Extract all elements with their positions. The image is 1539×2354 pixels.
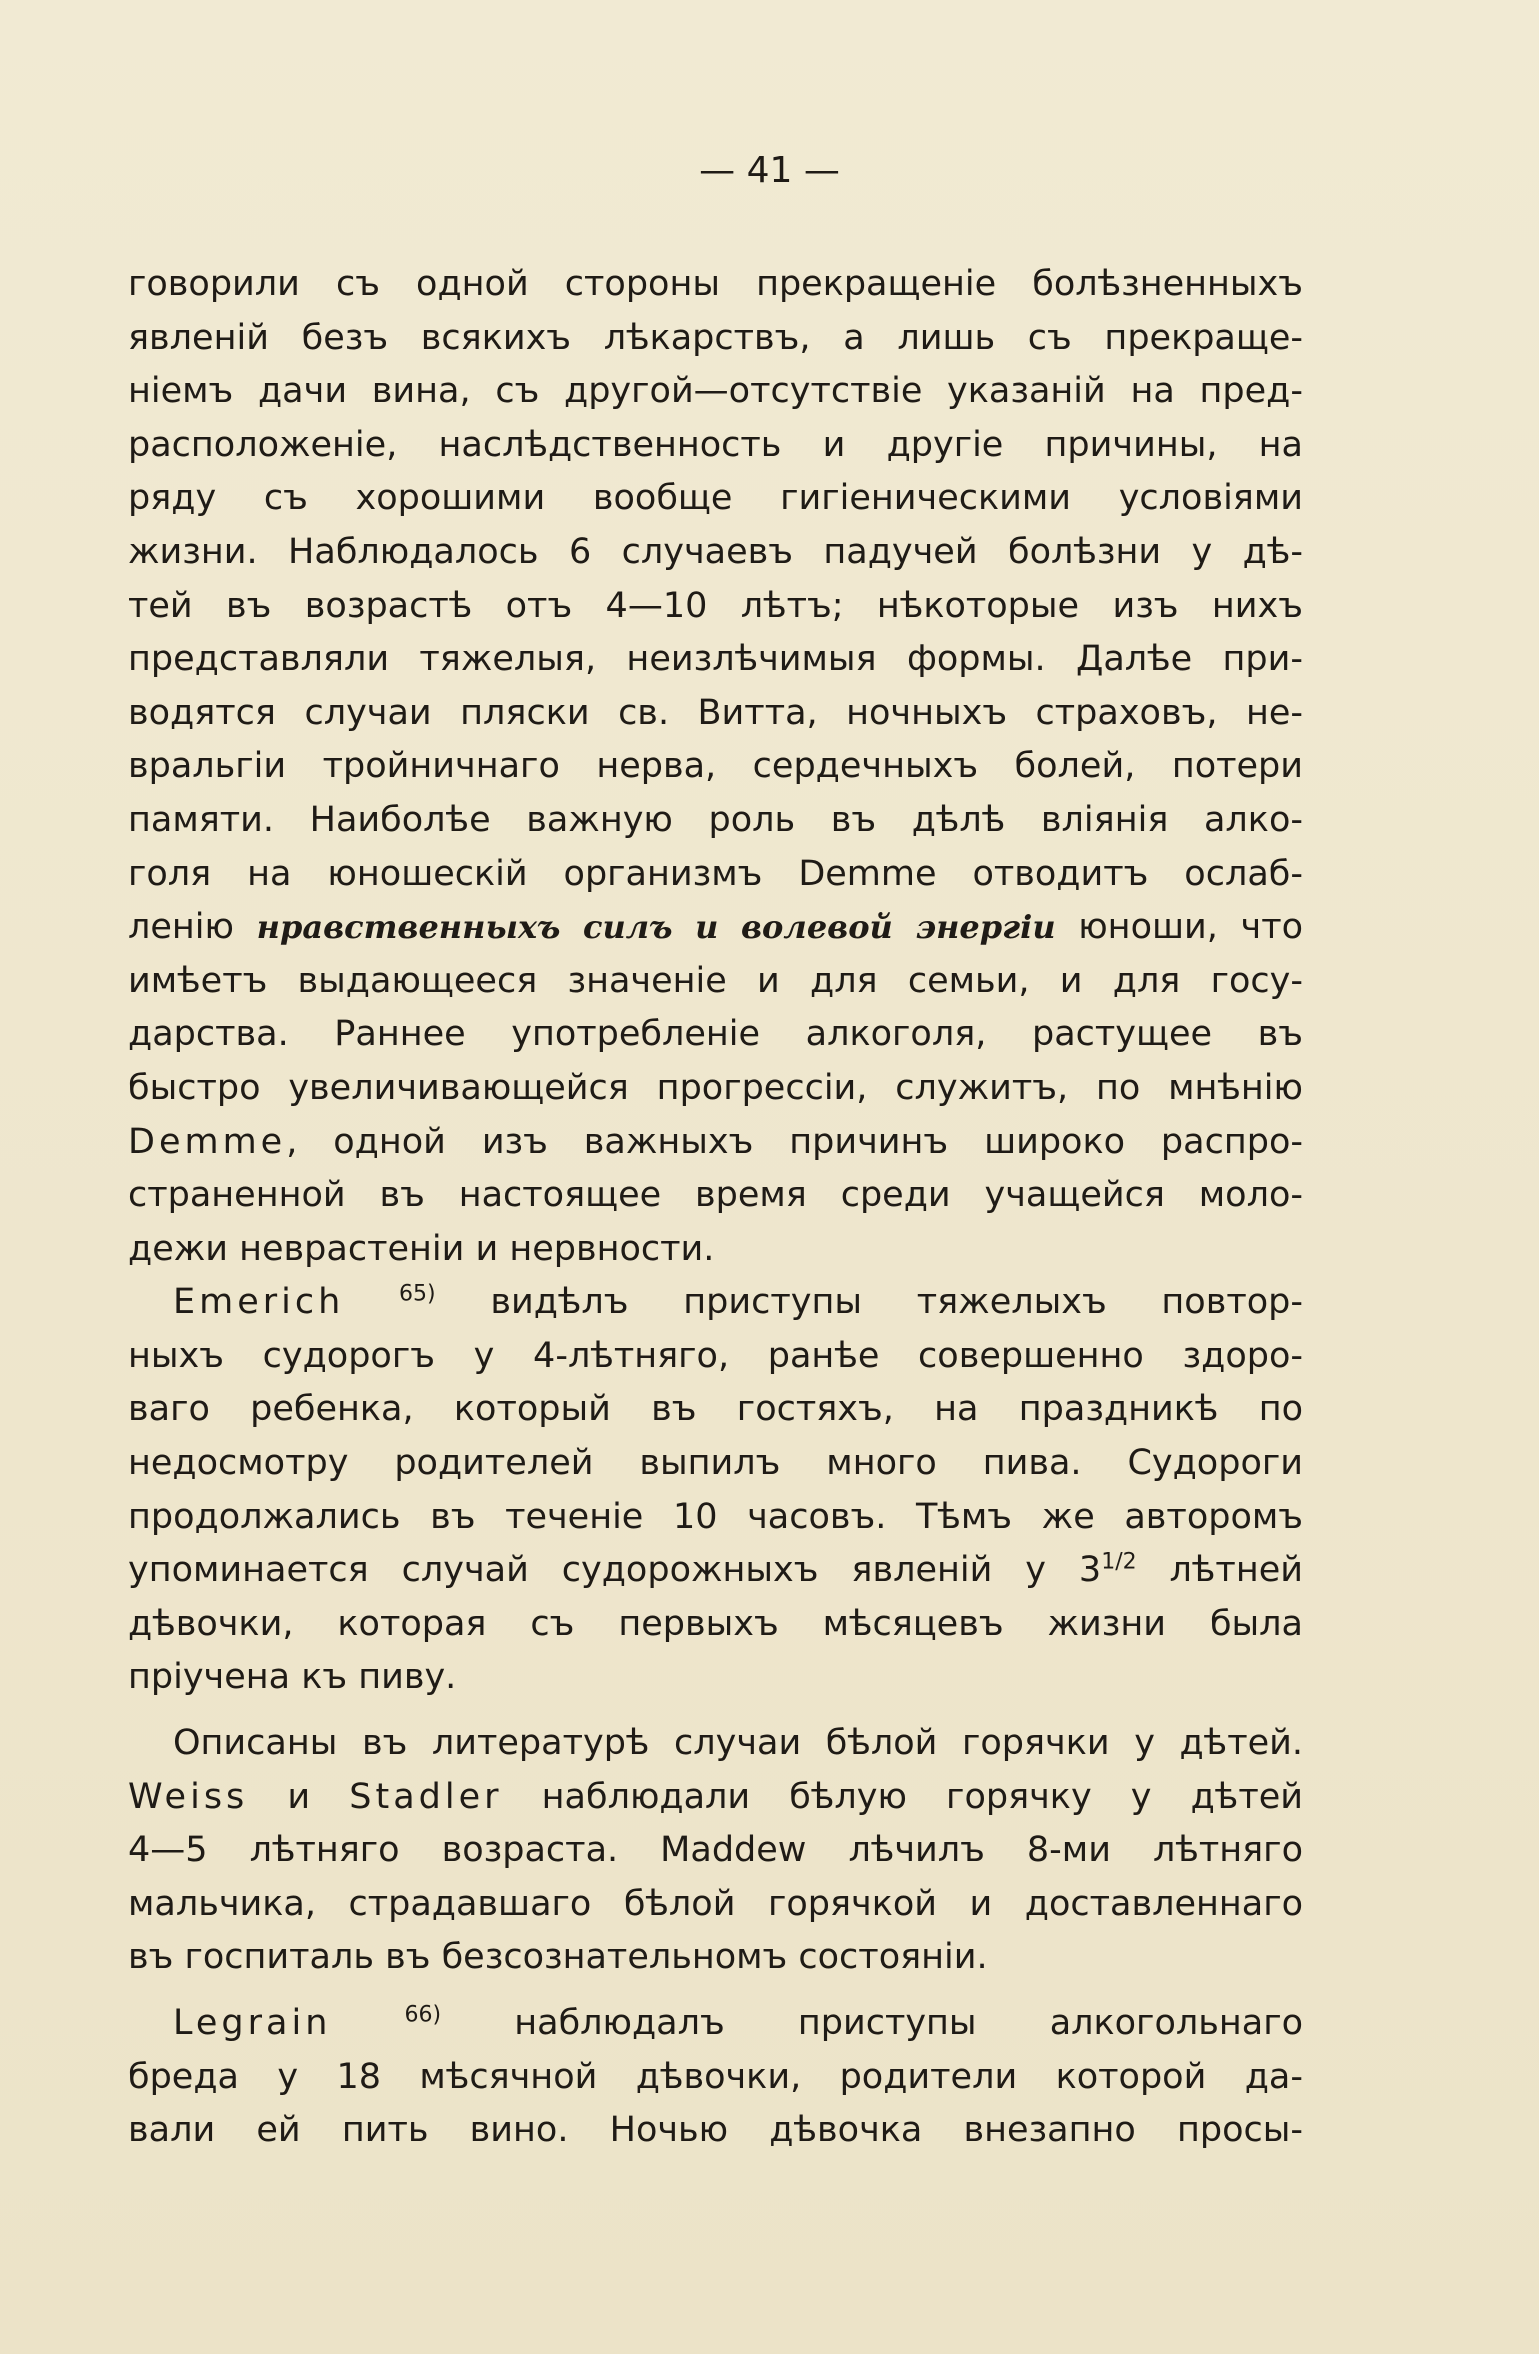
text-line [128,901,1303,955]
text-fragment: лѣтней [1136,1550,1303,1591]
footnote-ref: 66) [404,2002,442,2028]
text-line: бреда у 18 мѣсячной дѣвочки, родители которой да- [128,2056,1303,2097]
text-line: явленій безъ всякихъ лѣкарствъ, а лишь съ прекраще- [128,317,1303,358]
text-line: страненной въ настоящее время среди учащейся моло- [128,1175,1303,1216]
text-fragment: видѣлъ приступы тяжелыхъ повтор- [435,1282,1303,1323]
text-line: памяти. Наиболѣе важную роль въ дѣлѣ вліянія алко- [128,799,1303,840]
text-fragment: наблюдалъ приступы алкогольнаго [441,2003,1303,2043]
text-line: 4—5 лѣтняго возраста. Maddew лѣчилъ 8-ми лѣтняго [128,1830,1303,1871]
text-line: продолжались въ теченіе 10 часовъ. Тѣмъ же авторомъ [128,1496,1303,1537]
body-text [128,258,1303,2158]
text-line: представляли тяжелыя, неизлѣчимыя формы. Далѣе при- [128,639,1303,680]
fraction: 1/2 [1101,1549,1137,1575]
text-line: имѣетъ выдающееся значеніе и для семьи, и для госу- [128,960,1303,1001]
text-line [128,1544,1303,1598]
text-line: мальчика, страдавшаго бѣлой горячкой и доставленнаго [128,1883,1303,1924]
text-line [128,1997,1303,2051]
text-line [128,1771,1303,1825]
text-line: жизни. Наблюдалось 6 случаевъ падучей болѣзни у дѣ- [128,531,1303,572]
text-line: въ госпиталь въ безсознательномъ состояніи. [128,1937,988,1978]
author-name: Stadler [349,1776,503,1817]
text-line [128,1276,1303,1330]
author-name: Demme [128,1121,287,1162]
footnote-ref: 65) [399,1281,436,1307]
author-name: Weiss [128,1776,249,1817]
text-line: быстро увеличивающейся прогрессіи, служитъ, по мнѣнію [128,1067,1303,1108]
text-fragment: юноши, что [1055,907,1303,948]
text-line: Описаны въ литературѣ случаи бѣлой горячки у дѣтей. [173,1723,1303,1764]
author-name: Emerich [173,1282,345,1323]
text-line: говорили съ одной стороны прекращеніе болѣзненныхъ [128,264,1303,304]
text-fragment: упоминается случай судорожныхъ явленій у 3 [128,1550,1102,1591]
author-name: Legrain [173,2003,332,2043]
text-line: тей въ возрастѣ отъ 4—10 лѣтъ; нѣкоторые изъ нихъ [128,585,1303,626]
text-line: дѣвочки, которая съ первыхъ мѣсяцевъ жизни была [128,1603,1303,1644]
text-line: ваго ребенка, который въ гостяхъ, на праздникѣ по [128,1389,1303,1430]
text-fragment: ленію [128,907,257,948]
text-line: дежи неврастеніи и нервности. [128,1228,715,1269]
text-line: ряду съ хорошими вообще гигіеническими условіями [128,478,1303,519]
text-line: расположеніе, наслѣдственность и другіе причины, на [128,424,1303,465]
text-line: ныхъ судорогъ у 4-лѣтняго, ранѣе совершенно здоро- [128,1335,1303,1376]
text-line: водятся случаи пляски св. Витта, ночныхъ страховъ, не- [128,692,1303,733]
text-line: вали ей пить вино. Ночью дѣвочка внезапно просы- [128,2110,1303,2151]
text-line: голя на юношескій организмъ Demme отводитъ ослаб- [128,853,1303,894]
page-number: — 41 — [699,150,840,191]
italic-phrase: нравственныхъ силъ и волевой энергіи [256,908,1056,947]
text-fragment: и [248,1776,350,1817]
text-line: вральгіи тройничнаго нерва, сердечныхъ болей, потери [128,746,1303,787]
text-line: недосмотру родителей выпилъ много пива. Судороги [128,1443,1303,1484]
text-line: дарства. Раннее употребленіе алкоголя, растущее въ [128,1014,1303,1055]
text-line: ніемъ дачи вина, съ другой—отсутствіе указаній на пред- [128,371,1303,412]
text-fragment: , одной изъ важныхъ причинъ широко распро- [286,1121,1303,1162]
text-fragment: наблюдали бѣлую горячку у дѣтей [502,1776,1303,1817]
text-line [128,1116,1303,1170]
text-line: пріучена къ пиву. [128,1657,457,1698]
